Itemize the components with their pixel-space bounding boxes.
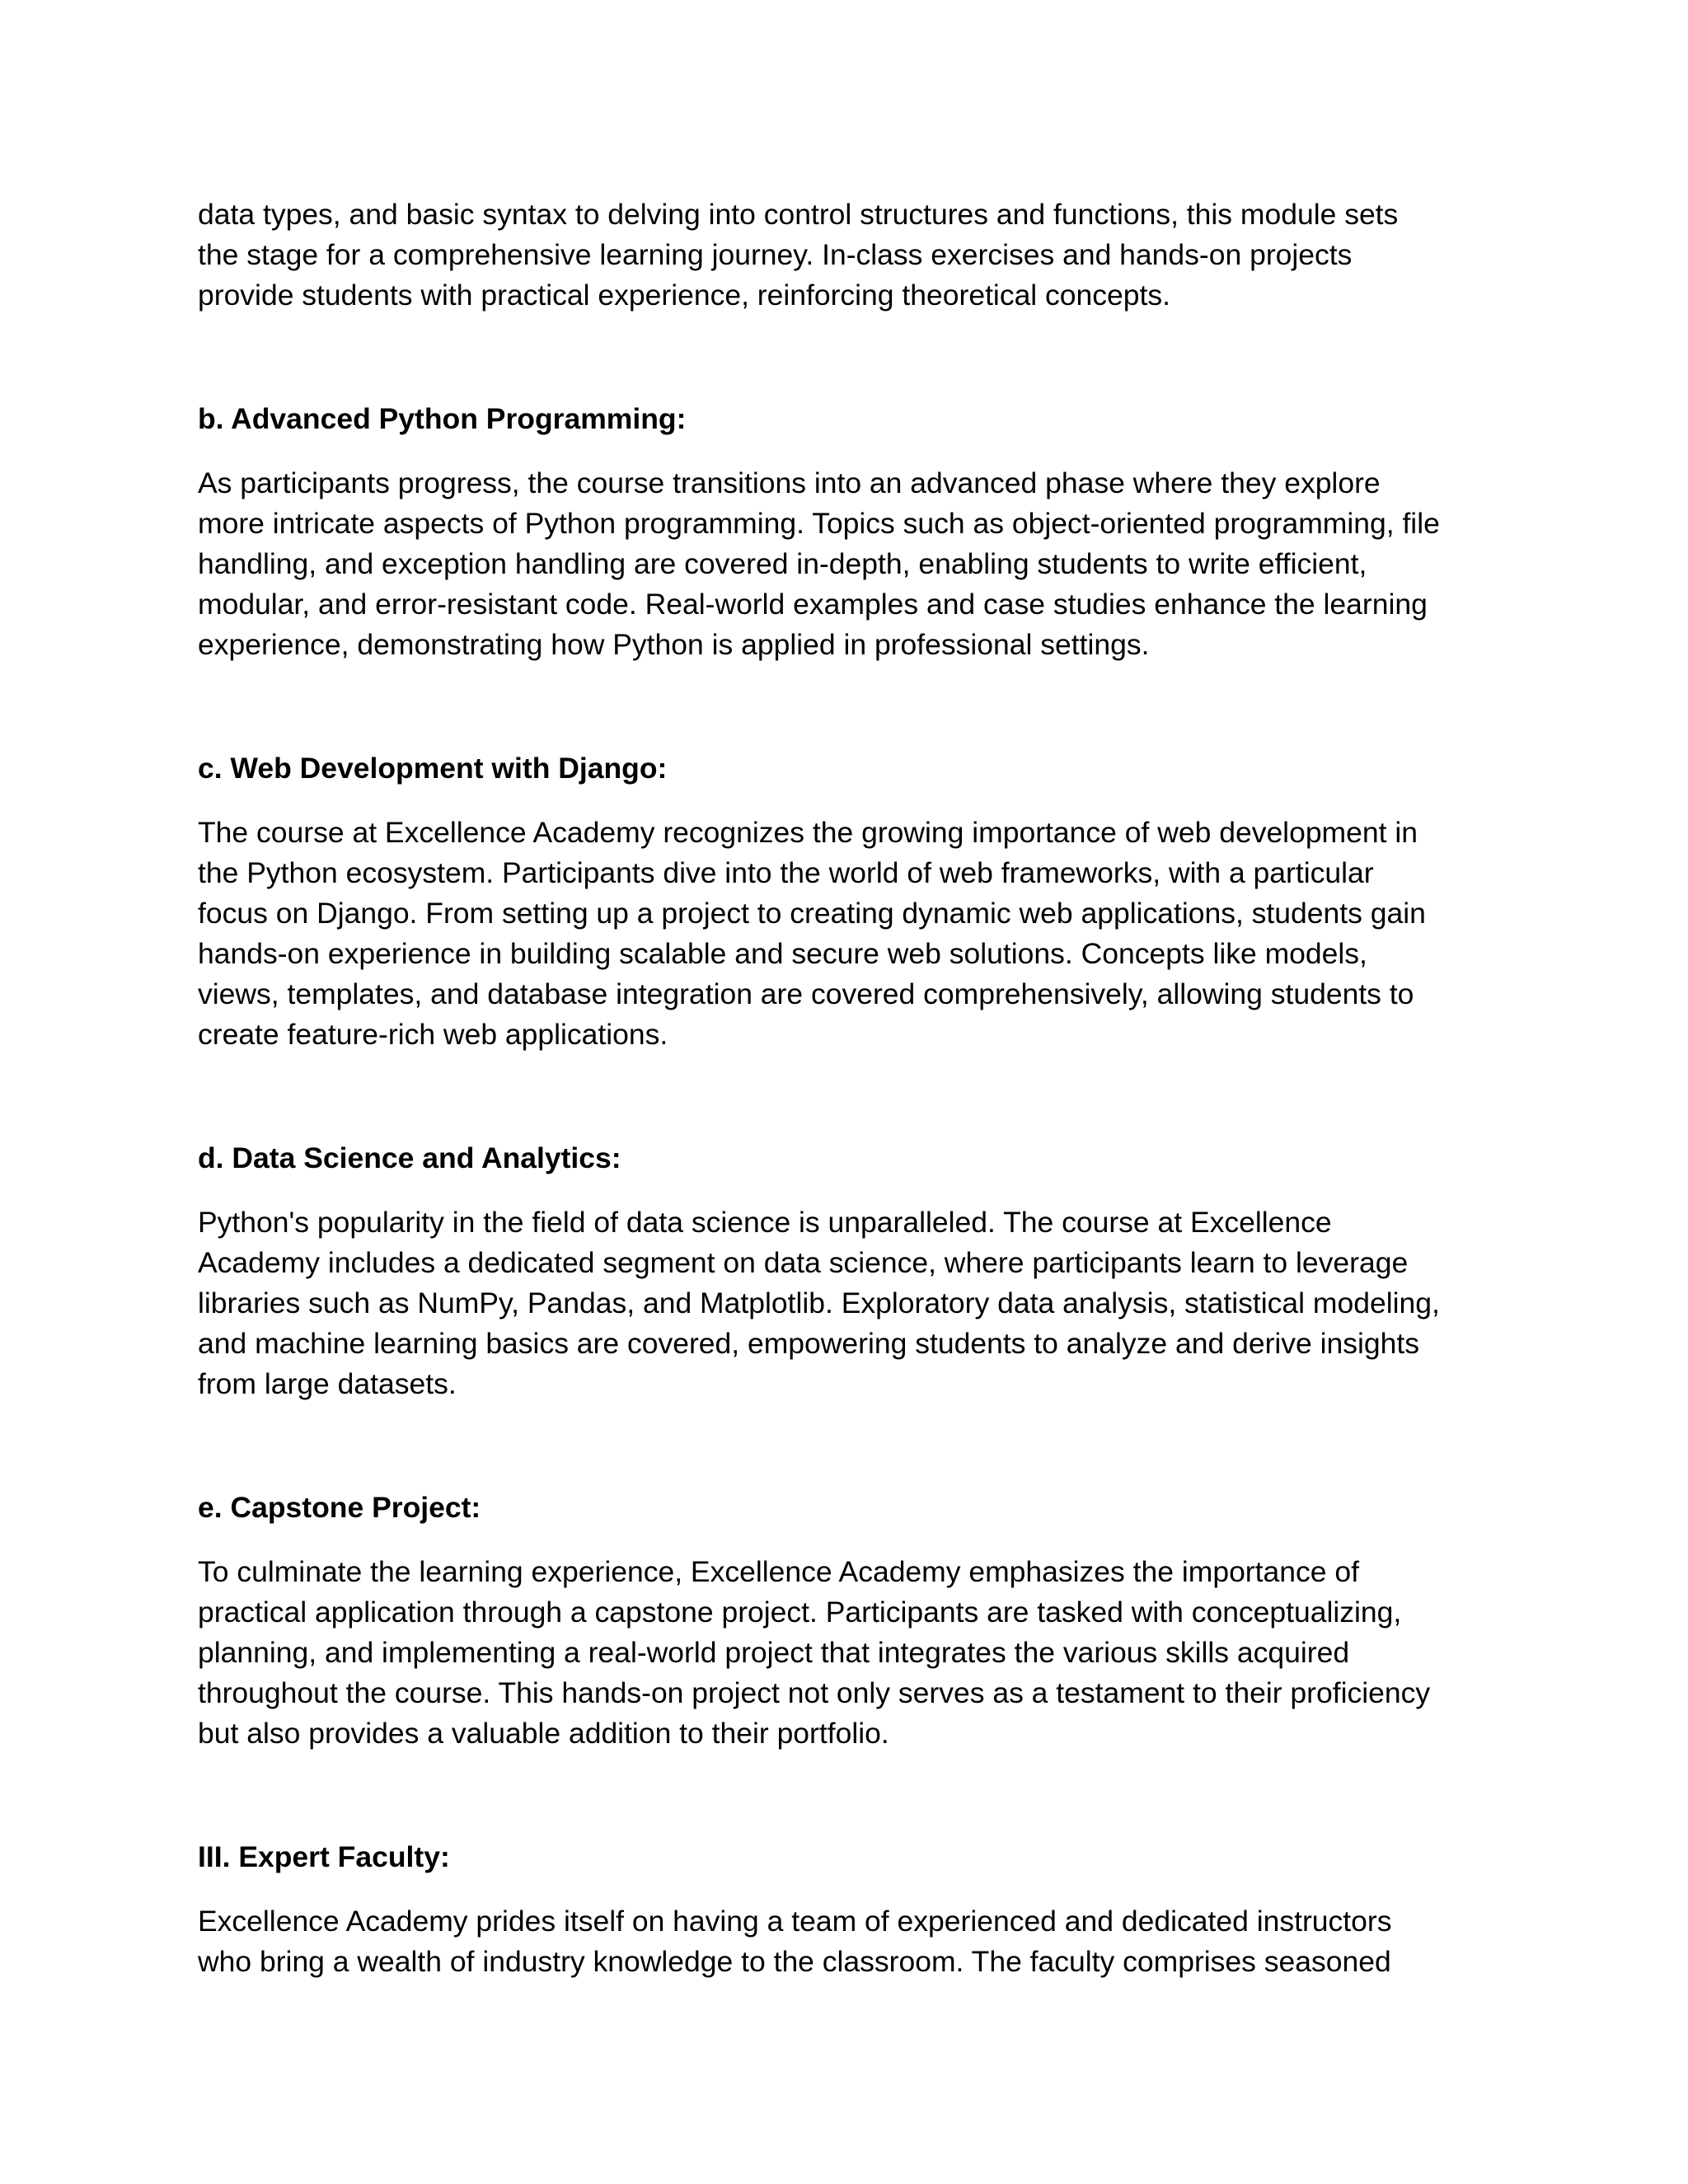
paragraph-line: data types, and basic syntax to delving into control structures and functions, this module sets — [198, 198, 1399, 231]
paragraph-line: As participants progress, the course transitions into an advanced phase where they explore — [198, 466, 1381, 499]
paragraph-line: Python's popularity in the field of data science is unparalleled. The course at Excellence — [198, 1206, 1332, 1239]
paragraph-line: Academy includes a dedicated segment on data science, where participants learn to leverage — [198, 1246, 1409, 1279]
intro-paragraph — [198, 194, 1492, 316]
paragraph-line: libraries such as NumPy, Pandas, and Matplotlib. Exploratory data analysis, statistical modeling, — [198, 1286, 1440, 1319]
paragraph-line: practical application through a capstone project. Participants are tasked with conceptualizing, — [198, 1596, 1402, 1629]
paragraph-line: but also provides a valuable addition to their portfolio. — [198, 1717, 889, 1750]
section-heading: e. Capstone Project: — [198, 1491, 481, 1524]
section-heading: d. Data Science and Analytics: — [198, 1141, 621, 1174]
section-capstone-project — [198, 1488, 1492, 1754]
section-paragraph — [198, 813, 1492, 1055]
paragraph-line: create feature-rich web applications. — [198, 1018, 668, 1051]
paragraph-line: To culminate the learning experience, Excellence Academy emphasizes the importance of — [198, 1555, 1359, 1588]
section-advanced-python — [198, 399, 1492, 665]
paragraph-line: modular, and error-resistant code. Real-world examples and case studies enhance the learning — [198, 588, 1428, 621]
paragraph-line: experience, demonstrating how Python is applied in professional settings. — [198, 628, 1150, 661]
section-paragraph — [198, 463, 1492, 665]
paragraph-line: handling, and exception handling are covered in-depth, enabling students to write efficient, — [198, 547, 1367, 580]
section-paragraph — [198, 1901, 1492, 1982]
section-web-development-django — [198, 748, 1492, 1055]
paragraph-line: more intricate aspects of Python programming. Topics such as object-oriented programming, file — [198, 507, 1440, 540]
paragraph-line: provide students with practical experience, reinforcing theoretical concepts. — [198, 279, 1171, 312]
section-expert-faculty — [198, 1837, 1492, 1982]
section-paragraph — [198, 1552, 1492, 1754]
paragraph-line: the Python ecosystem. Participants dive into the world of web frameworks, with a particular — [198, 856, 1374, 889]
section-paragraph — [198, 1202, 1492, 1404]
paragraph-line: hands-on experience in building scalable and secure web solutions. Concepts like models, — [198, 937, 1367, 970]
paragraph-line: throughout the course. This hands-on project not only serves as a testament to their proficiency — [198, 1676, 1431, 1709]
paragraph-line: the stage for a comprehensive learning journey. In-class exercises and hands-on projects — [198, 238, 1353, 271]
paragraph-line: from large datasets. — [198, 1367, 457, 1400]
paragraph-line: and machine learning basics are covered, empowering students to analyze and derive insights — [198, 1327, 1420, 1360]
paragraph-line: who bring a wealth of industry knowledge to the classroom. The faculty comprises seasoned — [198, 1945, 1391, 1978]
section-data-science-analytics — [198, 1138, 1492, 1404]
section-heading: c. Web Development with Django: — [198, 752, 668, 785]
document-body — [198, 194, 1492, 1982]
section-heading: III. Expert Faculty: — [198, 1840, 450, 1873]
section-heading: b. Advanced Python Programming: — [198, 402, 687, 435]
paragraph-line: The course at Excellence Academy recognizes the growing importance of web development in — [198, 816, 1418, 849]
paragraph-line: focus on Django. From setting up a project to creating dynamic web applications, students gain — [198, 897, 1426, 930]
paragraph-line: views, templates, and database integration are covered comprehensively, allowing students to — [198, 977, 1414, 1010]
paragraph-line: Excellence Academy prides itself on having a team of experienced and dedicated instructors — [198, 1905, 1392, 1938]
paragraph-line: planning, and implementing a real-world project that integrates the various skills acquired — [198, 1636, 1350, 1669]
